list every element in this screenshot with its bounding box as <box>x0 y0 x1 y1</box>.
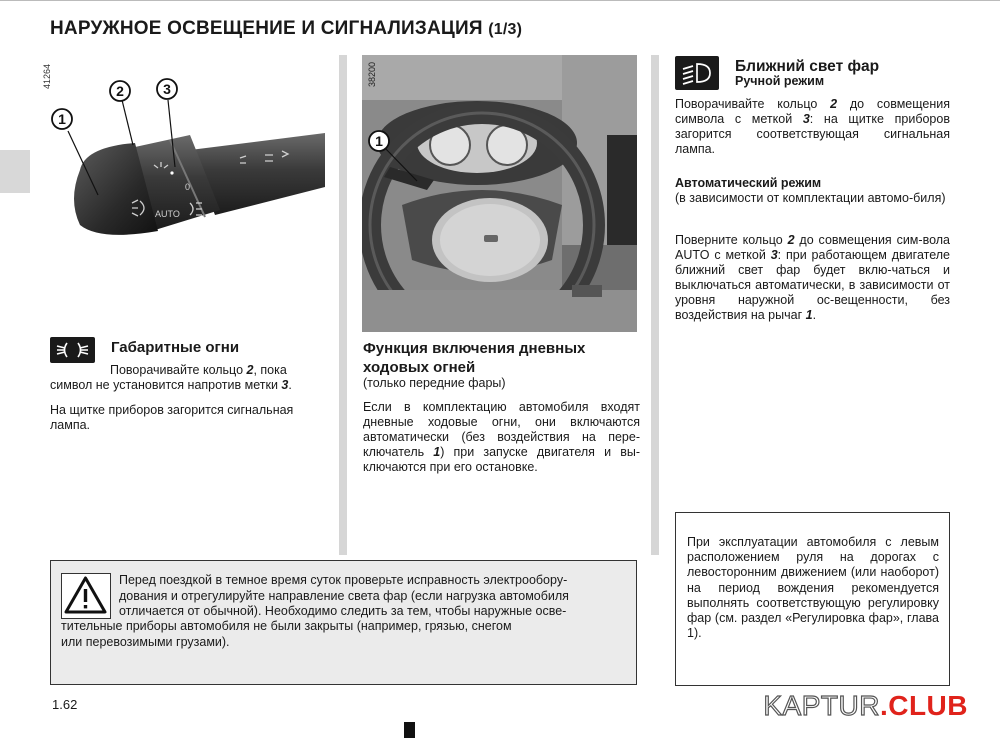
figure1-code: 41264 <box>42 64 52 90</box>
watermark-part-2: .CLUB <box>879 690 968 721</box>
stalk-zero-mark: 0 <box>185 182 191 192</box>
dashboard-photo <box>362 55 637 332</box>
drl-subtitle: (только передние фары) <box>363 376 506 390</box>
figure2-code: 38200 <box>367 62 377 88</box>
bottom-mark <box>404 722 415 738</box>
page-title <box>50 18 522 40</box>
callout-3-label: 3 <box>163 81 171 97</box>
drl-title: Функция включения дневных ходовых огней <box>363 340 586 376</box>
warning-triangle-icon <box>61 573 111 619</box>
stalk-illustration <box>40 55 330 270</box>
side-lights-icon <box>50 337 95 363</box>
watermark <box>763 690 968 722</box>
side-lights-paragraph-2: На щитке приборов загорится сигнальная лампа. <box>50 403 294 432</box>
low-beam-paragraph-1: Поворачивайте кольцо 2 до совмещения символа с меткой 3: на щитке приборов загорится соответствующая сигнальная лампа. <box>675 97 950 156</box>
side-lights-title: Габаритные огни <box>111 339 240 356</box>
auto-mode-title: Автоматический режим <box>675 176 822 190</box>
warning-box <box>50 560 637 685</box>
warning-text: Перед поездкой в темное время суток проверьте исправность электрообору- дования и отрегулируйте направление света фар (если нагрузка автомобиля отличается от обычной). Необходимо следить за тем, чтобы наружные осве- <box>119 573 569 618</box>
callout-1-label: 1 <box>58 111 66 127</box>
low-beam-title: Ближний свет фар <box>735 58 880 75</box>
side-lights-paragraph-1: Поворачивайте кольцо 2, пока символ не установится напротив метки 3. <box>50 363 292 392</box>
chapter-tab <box>0 150 30 193</box>
note-text: При эксплуатации автомобиля с левым расположением руля на дорогах с левосторонним движением (или наоборот) на период вождения рекомендуется выполнять соответствующую регулировку фар (см. раздел «Регулировка фар», глава 1). <box>687 535 939 641</box>
drl-paragraph: Если в комплектацию автомобиля входят дневные ходовые огни, они включаются автоматически (без воздействия на пере-ключатель 1) при запуске двигателя и вы-ключаются при его остановке. <box>363 400 641 474</box>
watermark-part-1: KAPTUR <box>763 690 880 721</box>
page-number: 1.62 <box>52 697 78 712</box>
auto-mode-subtitle: (в зависимости от комплектации автомо-биля) <box>675 191 946 205</box>
page-part: (1/3) <box>488 21 523 38</box>
column-divider-left <box>339 55 347 555</box>
callout-dash-1-label: 1 <box>375 133 383 149</box>
low-beam-icon <box>675 56 719 90</box>
callout-2-label: 2 <box>116 83 124 99</box>
column-divider-right <box>651 55 659 555</box>
low-beam-subtitle: Ручной режим <box>735 74 825 88</box>
page-top-border <box>0 0 1000 1</box>
low-beam-paragraph-2: Поверните кольцо 2 до совмещения сим-вола AUTO с меткой 3: при работающем двигателе ближний свет фар будет вклю-чаться и выключаться автоматически, в зависимости от уровня наружной ос-вещенности, без воздействия на рычаг 1. <box>675 233 950 322</box>
stalk-auto-label: AUTO <box>155 209 180 219</box>
page-title-text: НАРУЖНОЕ ОСВЕЩЕНИЕ И СИГНАЛИЗАЦИЯ <box>50 18 483 39</box>
note-box <box>675 512 950 686</box>
warning-text-continued: тительные приборы автомобиля не были закрыты (например, грязью, снегом или перевозимыми грузами). <box>61 619 512 649</box>
